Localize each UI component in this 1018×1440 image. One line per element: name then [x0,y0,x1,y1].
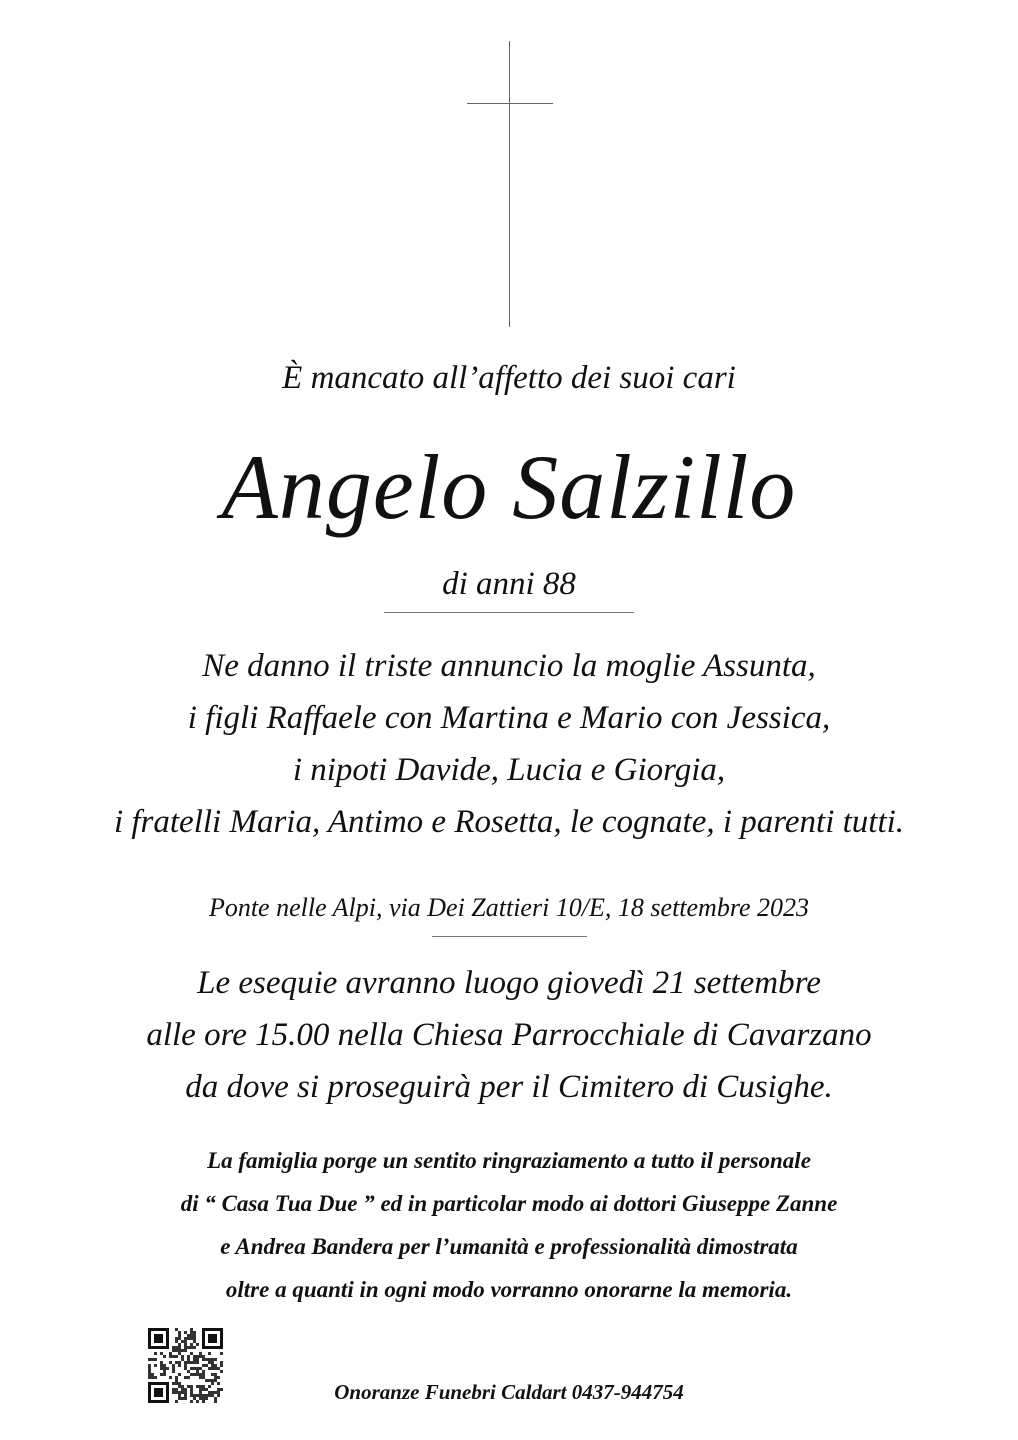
age-text: di anni 88 [442,566,576,602]
family-line: i fratelli Maria, Antimo e Rosetta, le cognate, i parenti tutti. [113,804,905,840]
cross-icon [509,41,510,327]
family-line: Ne danno il triste annuncio la moglie Assunta, [202,648,816,684]
divider [432,936,587,937]
thanks-line: di “ Casa Tua Due ” ed in particolar modo ai dottori Giuseppe Zanne [180,1191,838,1216]
divider [384,612,634,613]
funeral-line: da dove si proseguirà per il Cimitero di Cusighe. [185,1069,833,1105]
deceased-name: Angelo Salzillo [221,436,797,538]
family-line: i figli Raffaele con Martina e Mario con Jessica, [187,700,831,736]
cross-icon-bar [467,103,553,104]
thanks-line: e Andrea Bandera per l’umanità e professionalità dimostrata [220,1234,798,1259]
intro-text: È mancato all’affetto dei suoi cari [282,360,736,396]
funeral-line: Le esequie avranno luogo giovedì 21 settembre [197,965,821,1001]
funeral-line: alle ore 15.00 nella Chiesa Parrocchiale di Cavarzano [146,1017,872,1053]
thanks-line: La famiglia porge un sentito ringraziamento a tutto il personale [207,1148,811,1173]
place-date: Ponte nelle Alpi, via Dei Zattieri 10/E, 18 settembre 2023 [208,893,810,922]
family-line: i nipoti Davide, Lucia e Giorgia, [292,752,726,788]
thanks-line: oltre a quanti in ogni modo vorranno onorarne la memoria. [225,1277,793,1302]
funeral-home-footer: Onoranze Funebri Caldart 0437-944754 [334,1380,684,1404]
